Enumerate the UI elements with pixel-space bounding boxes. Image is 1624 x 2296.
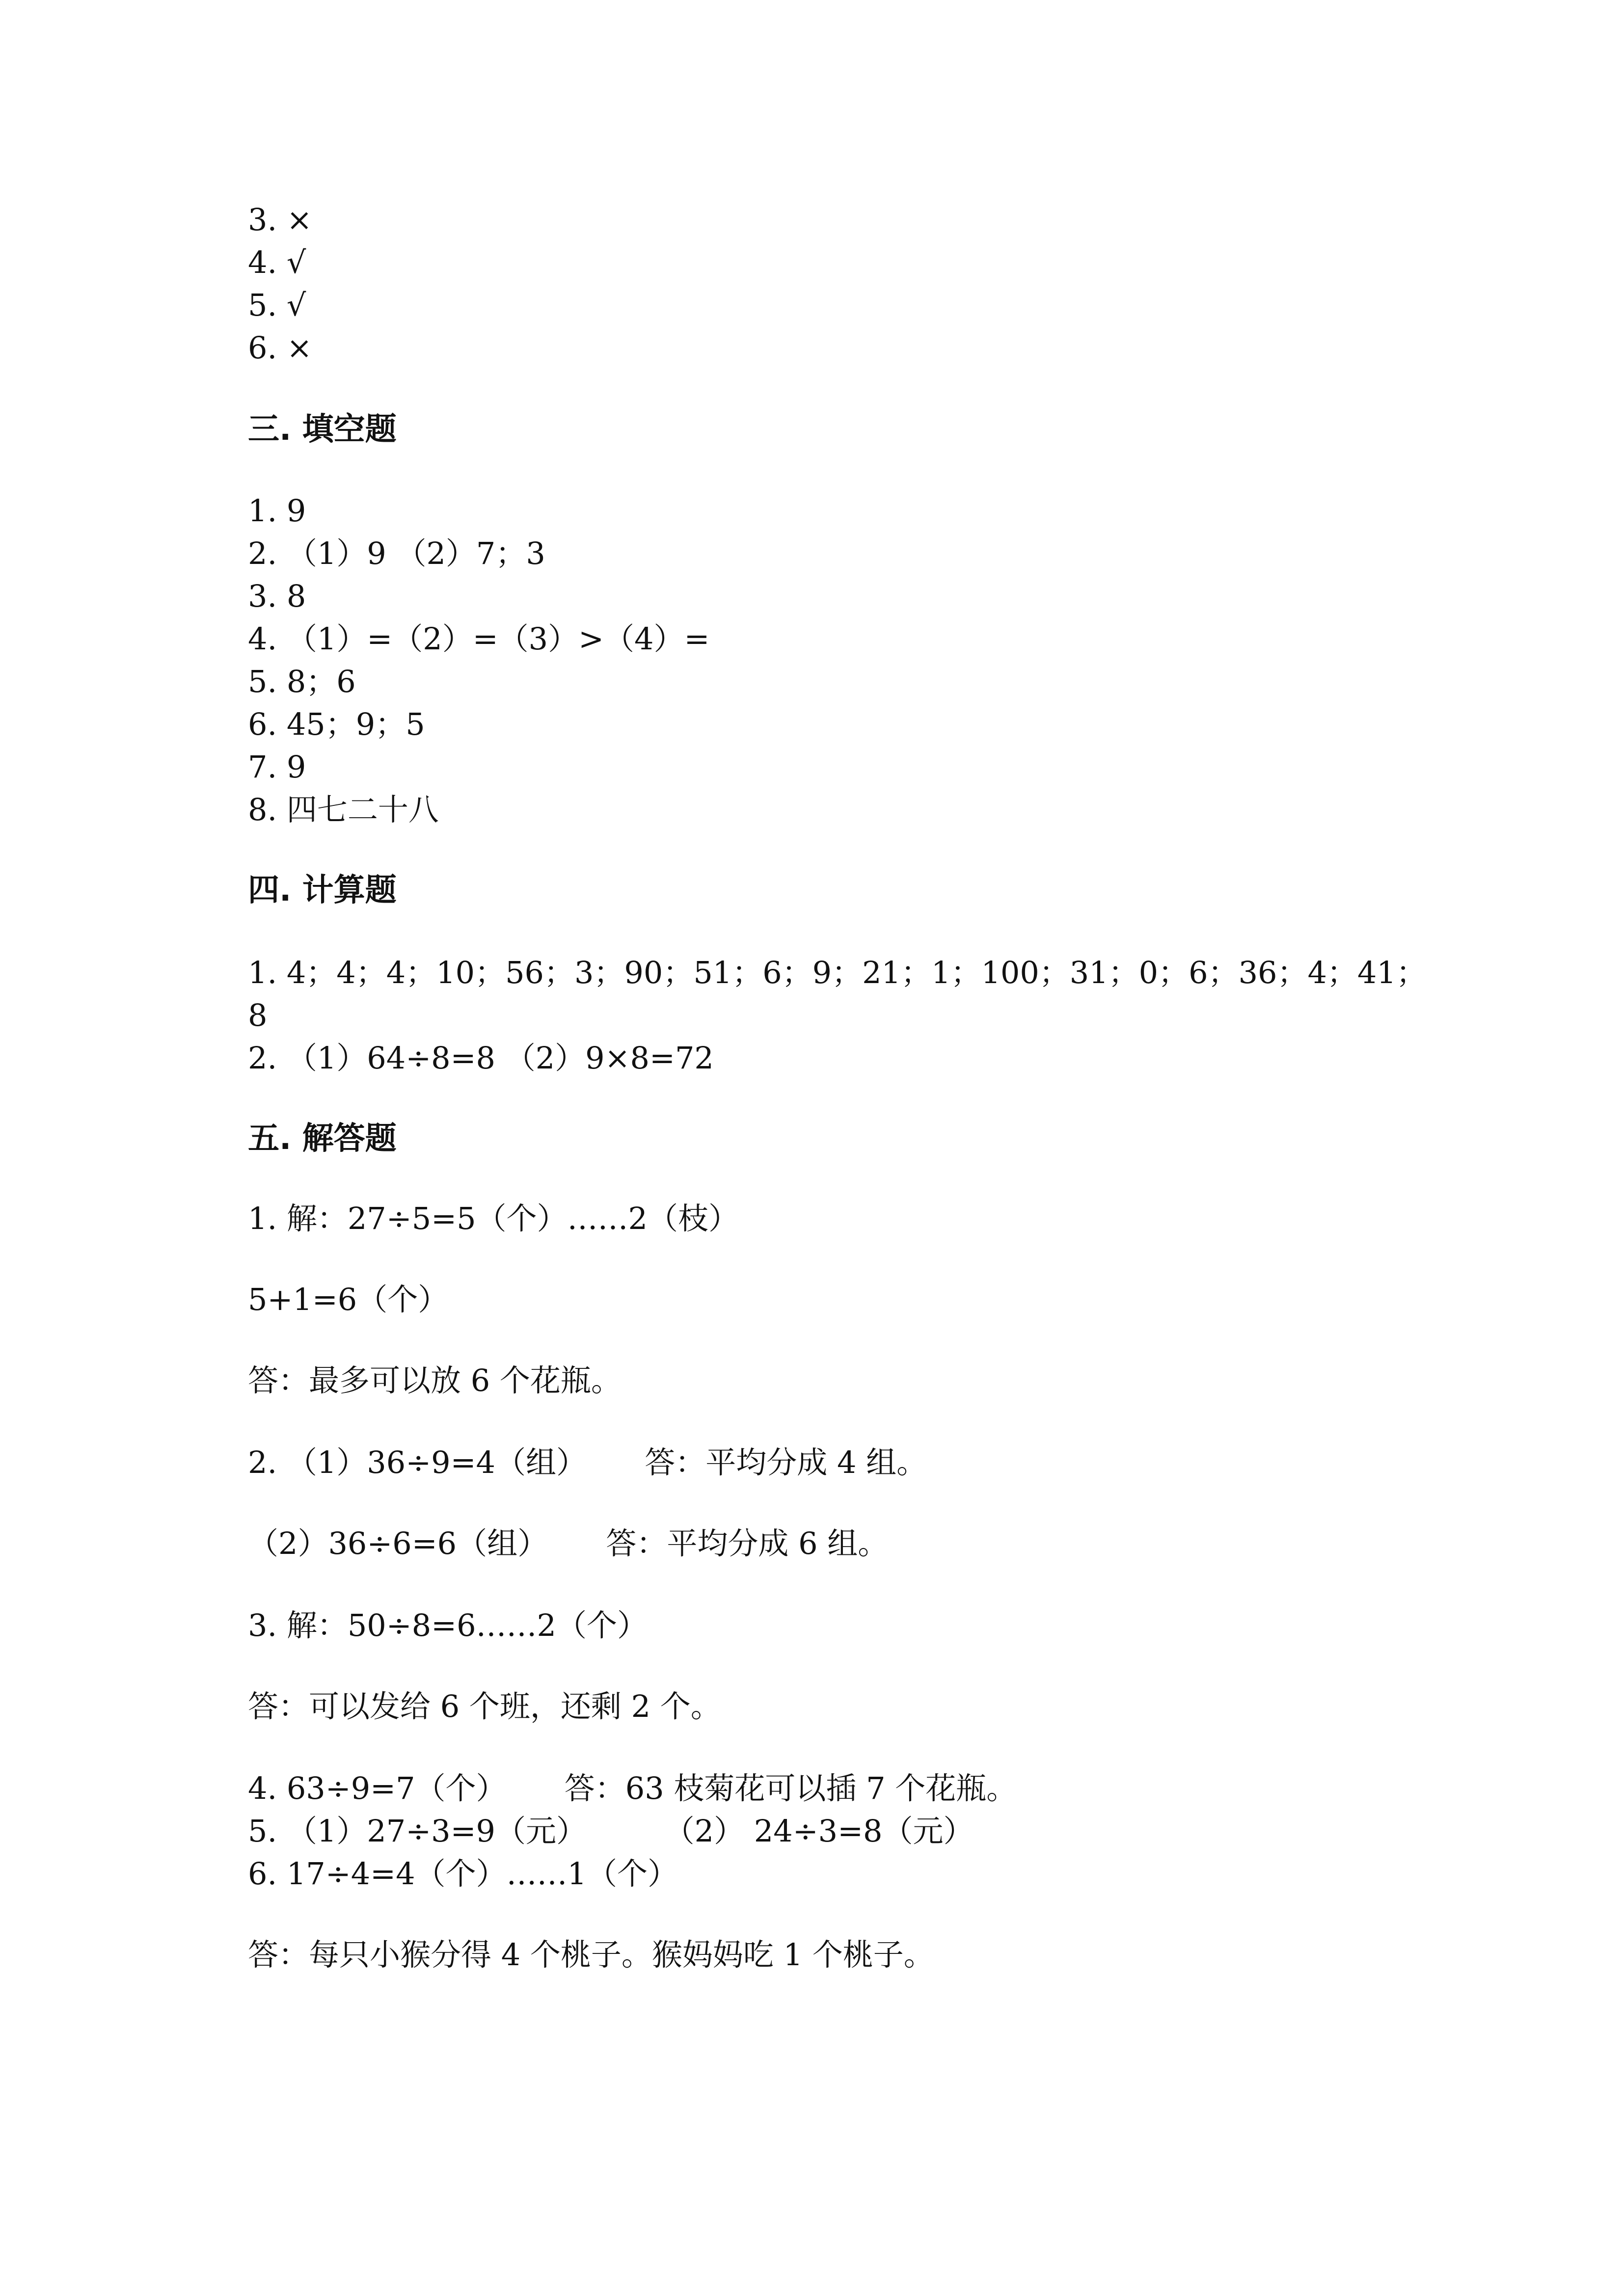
fill-item-6: 6. 45；9；5 xyxy=(248,706,425,742)
answer-line-3: 答：最多可以放 6 个花瓶。 xyxy=(248,1362,622,1398)
calc-item-1-wrap: 8 xyxy=(248,997,268,1033)
fill-item-8: 8. 四七二十八 xyxy=(248,792,439,828)
answer-line-11: 答：每只小猴分得 4 个桃子。猴妈妈吃 1 个桃子。 xyxy=(248,1937,934,1973)
answer-line-1: 1. 解：27÷5=5（个）……2（枝） xyxy=(248,1201,739,1236)
fill-item-4: 4. （1）=（2）=（3）>（4）= xyxy=(248,621,710,657)
answer-line-4: 2. （1）36÷9=4（组） 答：平均分成 4 组。 xyxy=(248,1444,927,1480)
answer-line-6: 3. 解：50÷8=6……2（个） xyxy=(248,1607,648,1643)
judge-item-6: 6. × xyxy=(248,330,312,366)
answer-line-2: 5+1=6（个） xyxy=(248,1281,449,1317)
answer-line-9: 5. （1）27÷3=9（元） （2） 24÷3=8（元） xyxy=(248,1813,974,1849)
calc-item-1: 1. 4；4；4；10；56；3；90；51；6；9；21；1；100；31；0；6；36；4；41； xyxy=(248,955,1427,990)
judge-item-3: 3. × xyxy=(248,202,312,238)
fill-item-1: 1. 9 xyxy=(248,493,306,529)
fill-item-7: 7. 9 xyxy=(248,749,306,785)
fill-item-3: 3. 8 xyxy=(248,578,306,614)
answer-line-10: 6. 17÷4=4（个）……1（个） xyxy=(248,1856,678,1892)
answer-line-8: 4. 63÷9=7（个） 答：63 枝菊花可以插 7 个花瓶。 xyxy=(248,1770,1017,1806)
section-heading-fill-blank: 三. 填空题 xyxy=(248,411,397,448)
calc-item-2: 2. （1）64÷8=8 （2）9×8=72 xyxy=(248,1040,714,1076)
answer-line-7: 答：可以发给 6 个班，还剩 2 个。 xyxy=(248,1688,721,1724)
fill-item-2: 2. （1）9 （2）7；3 xyxy=(248,535,545,571)
section-heading-answer: 五. 解答题 xyxy=(248,1121,397,1157)
judge-item-4: 4. √ xyxy=(248,244,306,280)
fill-item-5: 5. 8；6 xyxy=(248,664,356,699)
answer-line-5: （2）36÷6=6（组） 答：平均分成 6 组。 xyxy=(248,1525,889,1561)
section-heading-calculation: 四. 计算题 xyxy=(248,872,397,908)
judge-item-5: 5. √ xyxy=(248,287,306,323)
